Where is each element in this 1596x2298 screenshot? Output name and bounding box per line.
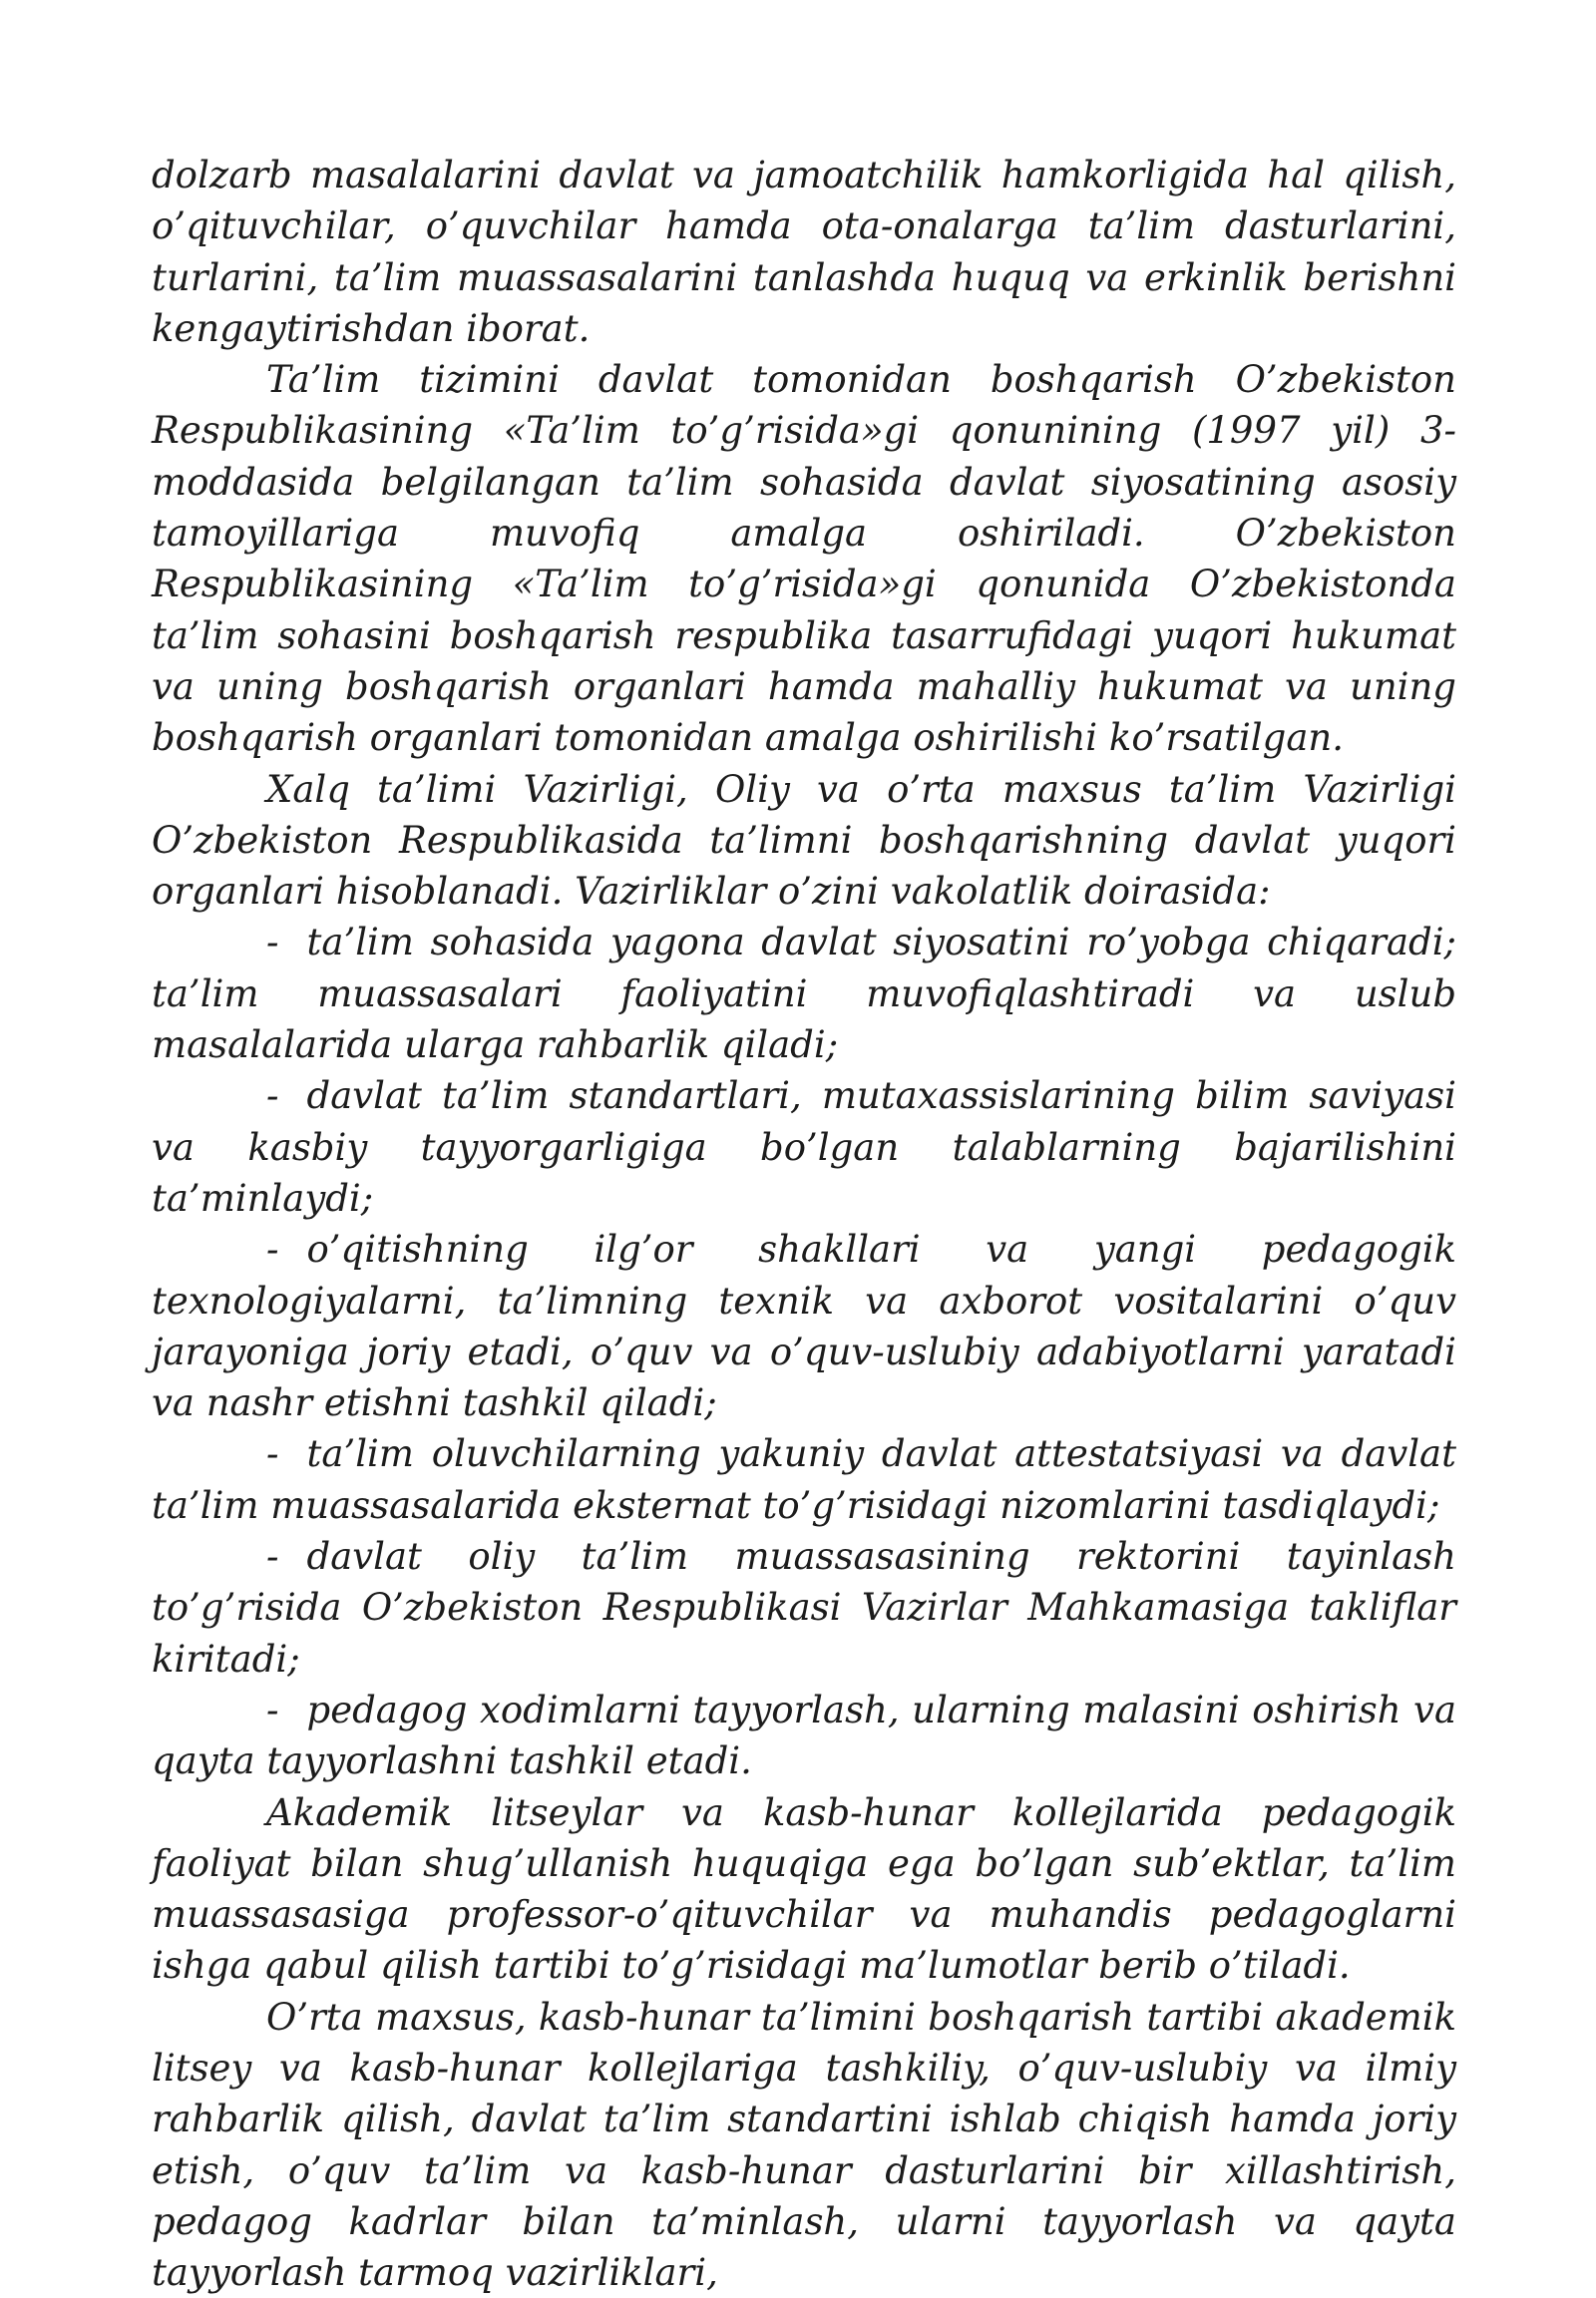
list-item-text: o’qitishning ilg’or shakllari va yangi pedagogik texnologiyalarni, ta’limning texnik va axborot vositalarini o’quv jarayoniga joriy etadi, o’quv va o’quv-uslubiy adabiyotlarni yaratadi va nashr etishni tashkil qiladi;: [152, 1228, 1456, 1425]
list-item-text: pedagog xodimlarni tayyorlash, ularning malasini oshirish va qayta tayyorlashni tashkil etadi.: [152, 1688, 1456, 1783]
list-item: [152, 917, 1456, 1070]
paragraph-continuation: dolzarb masalalarini davlat va jamoatchilik hamkorligida hal qilish, o’qituvchilar, o’quvchilar hamda ota-onalarga ta’lim dasturlarini, turlarini, ta’lim muassasalarini tanlashda huquq va erkinlik berishni kengaytirishdan iborat.: [152, 154, 1456, 350]
paragraph-ministries: Xalq ta’limi Vazirligi, Oliy va o’rta maxsus ta’lim Vazirligi O’zbekiston Respublikasida ta’limni boshqarishning davlat yuqori organlari hisoblanadi. Vazirliklar o’zini vakolatlik doirasida:: [152, 767, 1456, 914]
list-dash: -: [266, 921, 279, 964]
list-dash: -: [266, 1688, 279, 1731]
list-item: [152, 1428, 1456, 1531]
list-item: [152, 1531, 1456, 1685]
paragraph-academic-lyceums: Akademik litseylar va kasb-hunar kollejlarida pedagogik faoliyat bilan shug’ullanish huquqiga ega bo’lgan sub’ektlar, ta’lim muassasasiga professor-o’qituvchilar va muhandis pedagoglarni ishga qabul qilish tartibi to’g’risidagi ma’lumotlar berib o’tiladi.: [152, 1790, 1456, 1988]
list-dash: -: [266, 1074, 279, 1118]
paragraph-state-management: Ta’lim tizimini davlat tomonidan boshqarish O’zbekiston Respublikasining «Ta’lim to’g’risida»gi qonunining (1997 yil) 3-moddasida belgilangan ta’lim sohasida davlat siyosatining asosiy tamoyillariga muvofiq amalga oshiriladi. O’zbekiston Respublikasining «Ta’lim to’g’risida»gi qonunida O’zbekistonda ta’lim sohasini boshqarish respublika tasarrufidagi yuqori hukumat va uning boshqarish organlari hamda mahalliy hukumat va uning boshqarish organlari tomonidan amalga oshirilishi ko’rsatilgan.: [152, 358, 1456, 760]
list-dash: -: [266, 1432, 279, 1476]
list-item-text: davlat oliy ta’lim muassasasining rektorini tayinlash to’g’risida O’zbekiston Respublikasi Vazirlar Mahkamasiga takliflar kiritadi;: [152, 1535, 1456, 1681]
list-item-text: ta’lim oluvchilarning yakuniy davlat attestatsiyasi va davlat ta’lim muassasalarida eksternat to’g’risidagi nizomlarini tasdiqlaydi;: [152, 1432, 1456, 1527]
list-item-text: ta’lim sohasida yagona davlat siyosatini ro’yobga chiqaradi; ta’lim muassasalari faoliyatini muvofiqlashtiradi va uslub masalalarida ularga rahbarlik qiladi;: [152, 921, 1456, 1067]
list-item: [152, 1685, 1456, 1787]
list-dash: -: [266, 1535, 279, 1579]
paragraph-secondary-special: O’rta maxsus, kasb-hunar ta’limini boshqarish tartibi akademik litsey va kasb-hunar kollejlariga tashkiliy, o’quv-uslubiy va ilmiy rahbarlik qilish, davlat ta’lim standartini ishlab chiqish hamda joriy etish, o’quv ta’lim va kasb-hunar dasturlarini bir xillashtirish, pedagog kadrlar bilan ta’minlash, ularni tayyorlash va qayta tayyorlash tarmoq vazirliklari,: [152, 1995, 1456, 2295]
list-dash: -: [266, 1228, 279, 1272]
list-item: [152, 1224, 1456, 1428]
list-item: [152, 1070, 1456, 1224]
document-page: [152, 150, 1456, 2298]
list-item-text: davlat ta’lim standartlari, mutaxassislarining bilim saviyasi va kasbiy tayyorgarligiga bo’lgan talablarning bajarilishini ta’minlaydi;: [152, 1074, 1456, 1220]
